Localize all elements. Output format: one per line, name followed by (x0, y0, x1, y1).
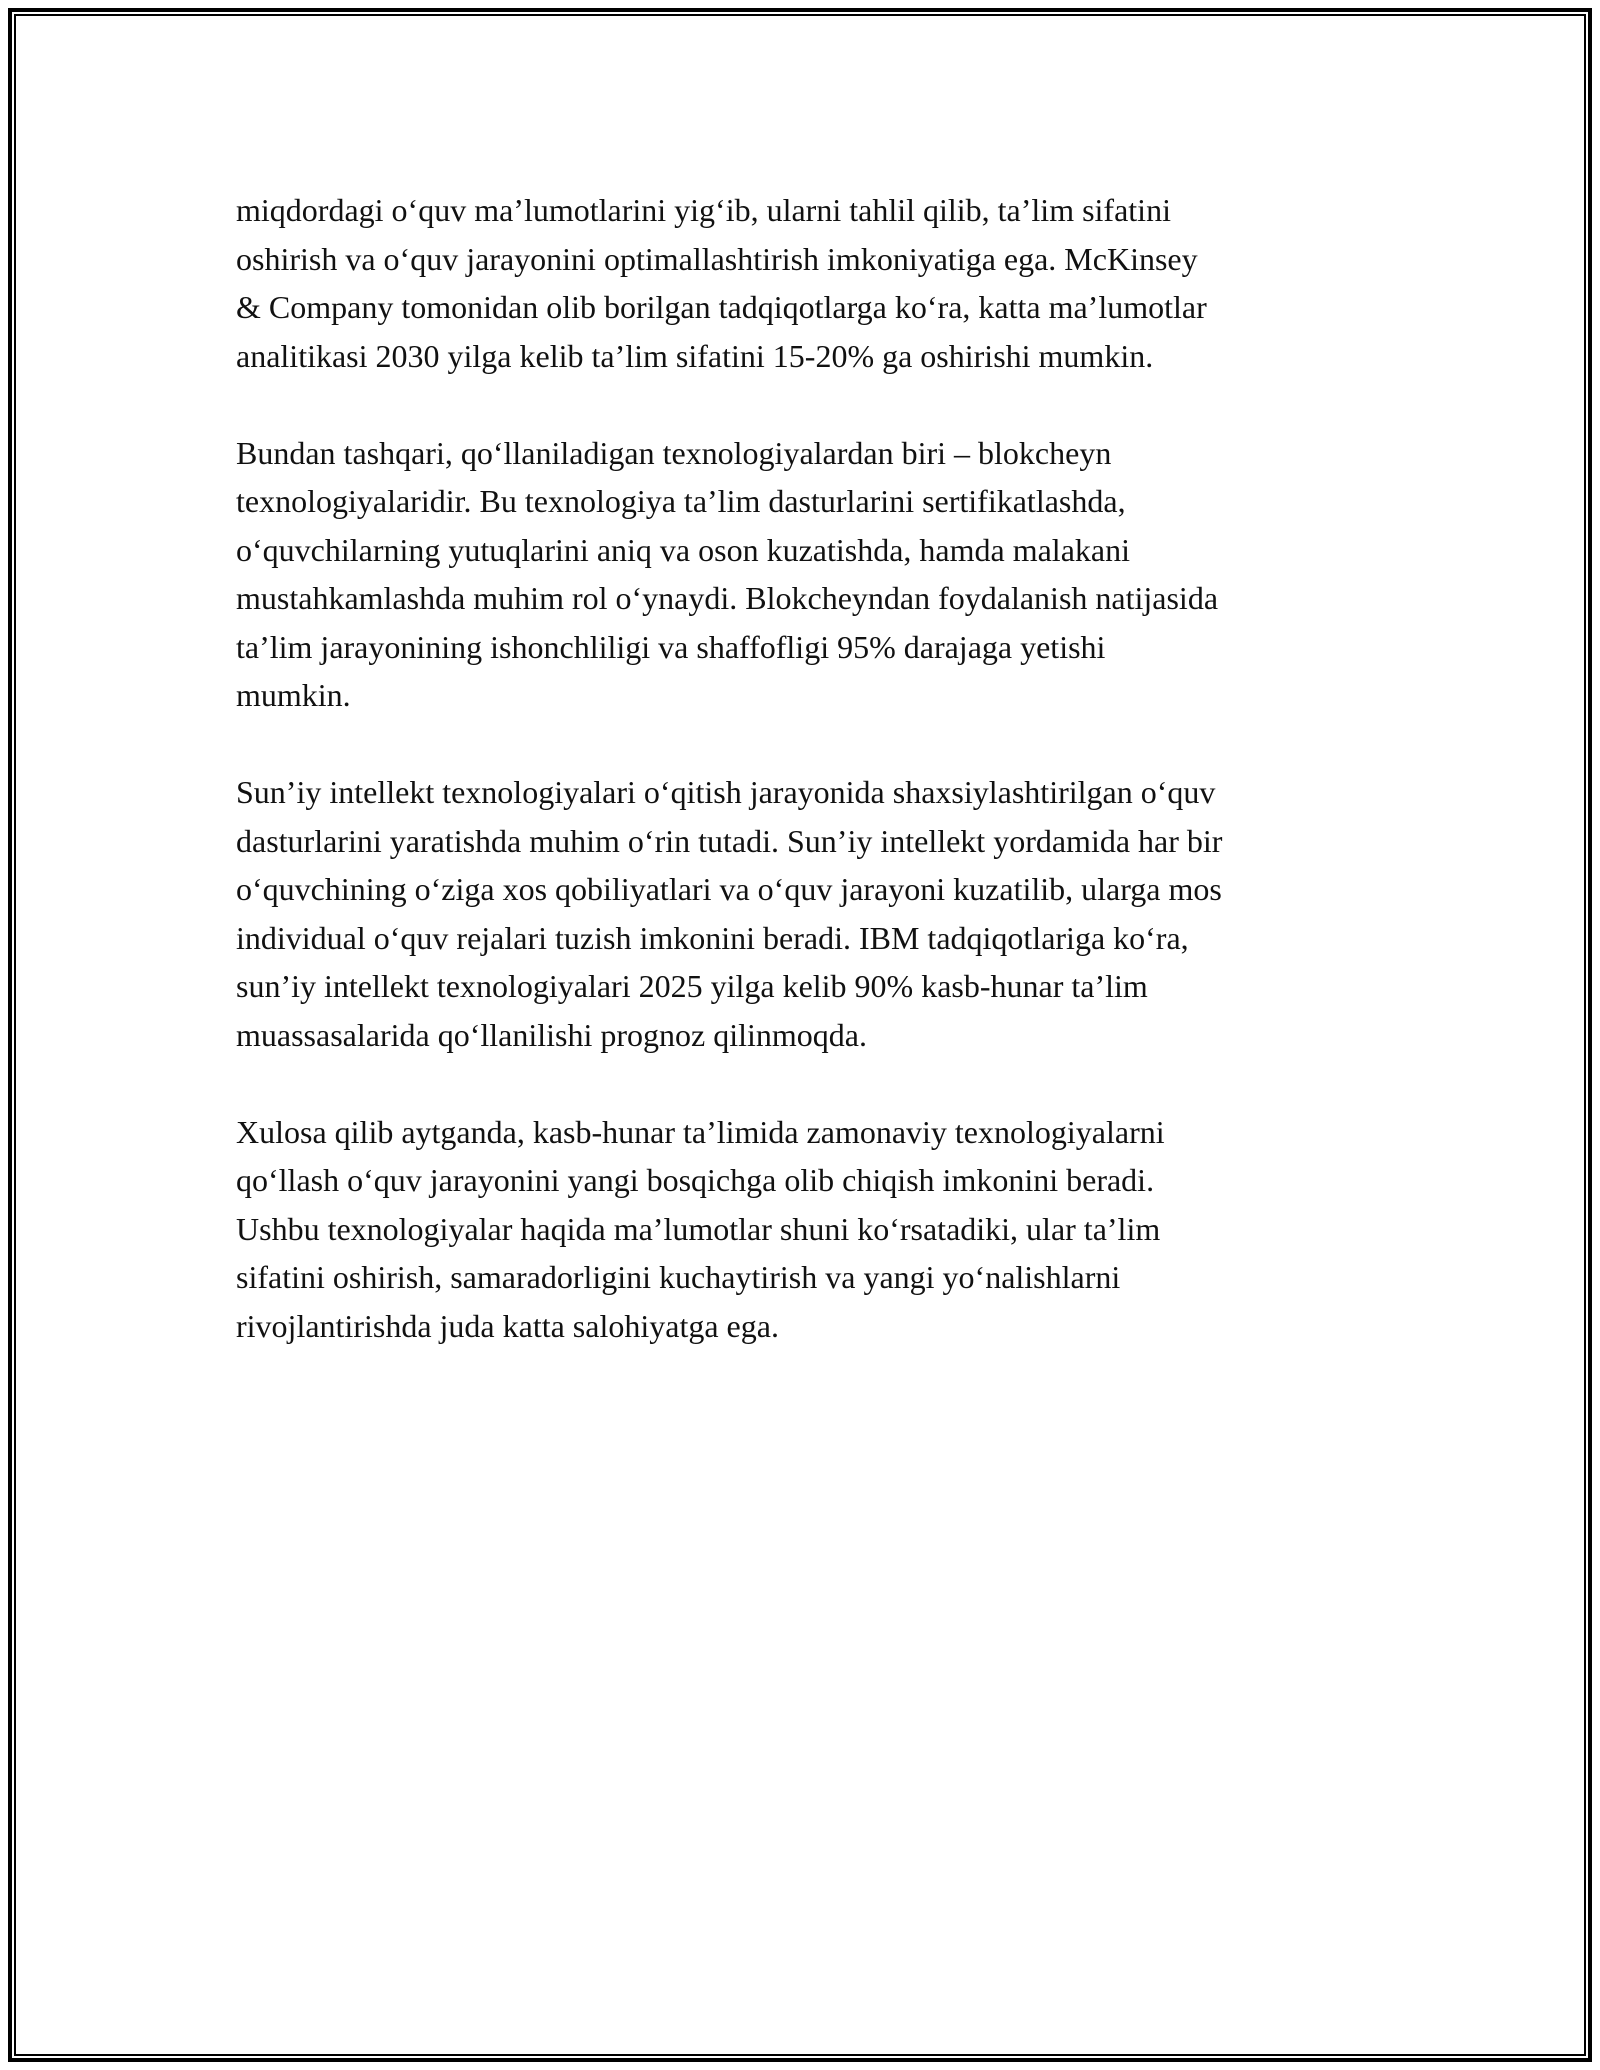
text-line: muassasalarida qo‘llanilishi prognoz qilinmoqda. (236, 1016, 867, 1053)
text-line: oshirish va o‘quv jarayonini optimallashtirish imkoniyatiga ega. McKinsey (236, 240, 1198, 277)
paragraph-conclusion (236, 1108, 1386, 1351)
text-line: Bundan tashqari, qo‘llaniladigan texnologiyalardan biri – blokcheyn (236, 434, 1112, 471)
text-line: Sun’iy intellekt texnologiyalari o‘qitish jarayonida shaxsiylashtirilgan o‘quv (236, 774, 1216, 810)
text-line: Xulosa qilib aytganda, kasb-hunar ta’limida zamonaviy texnologiyalarni (236, 1113, 1165, 1150)
text-line: sun’iy intellekt texnologiyalari 2025 yilga kelib 90% kasb-hunar ta’lim (236, 968, 1148, 1004)
text-line: mumkin. (236, 677, 351, 713)
text-line: sifatini oshirish, samaradorligini kuchaytirish va yangi yo‘nalishlarni (236, 1259, 1121, 1295)
text-line: miqdordagi o‘quv ma’lumotlarini yig‘ib, ularni tahlil qilib, ta’lim sifatini (236, 192, 1171, 228)
text-line: rivojlantirishda juda katta salohiyatga ega. (236, 1307, 779, 1344)
text-line: individual o‘quv rejalari tuzish imkonini beradi. IBM tadqiqotlariga ko‘ra, (236, 919, 1189, 956)
text-line: texnologiyalaridir. Bu texnologiya ta’lim dasturlarini sertifikatlashda, (236, 483, 1126, 519)
document-body (236, 186, 1386, 1350)
text-line: o‘quvchining o‘ziga xos qobiliyatlari va o‘quv jarayoni kuzatilib, ularga mos (236, 871, 1222, 907)
text-line: & Company tomonidan olib borilgan tadqiqotlarga ko‘ra, katta ma’lumotlar (236, 289, 1207, 325)
text-line: qo‘llash o‘quv jarayonini yangi bosqichga olib chiqish imkonini beradi. (236, 1162, 1155, 1198)
text-line: Ushbu texnologiyalar haqida ma’lumotlar shuni ko‘rsatadiki, ular ta’lim (236, 1210, 1161, 1247)
text-line: ta’lim jarayonining ishonchliligi va shaffofligi 95% darajaga yetishi (236, 628, 1106, 665)
paragraph-ai (236, 768, 1386, 1059)
paragraph-blockchain (236, 429, 1386, 720)
text-line: mustahkamlashda muhim rol o‘ynaydi. Blokcheyndan foydalanish natijasida (236, 580, 1219, 616)
paragraph-big-data (236, 186, 1386, 380)
text-line: analitikasi 2030 yilga kelib ta’lim sifatini 15-20% ga oshirishi mumkin. (236, 337, 1154, 374)
text-line: o‘quvchilarning yutuqlarini aniq va oson kuzatishda, hamda malakani (236, 531, 1130, 568)
text-line: dasturlarini yaratishda muhim o‘rin tutadi. Sun’iy intellekt yordamida har bir (236, 822, 1223, 859)
